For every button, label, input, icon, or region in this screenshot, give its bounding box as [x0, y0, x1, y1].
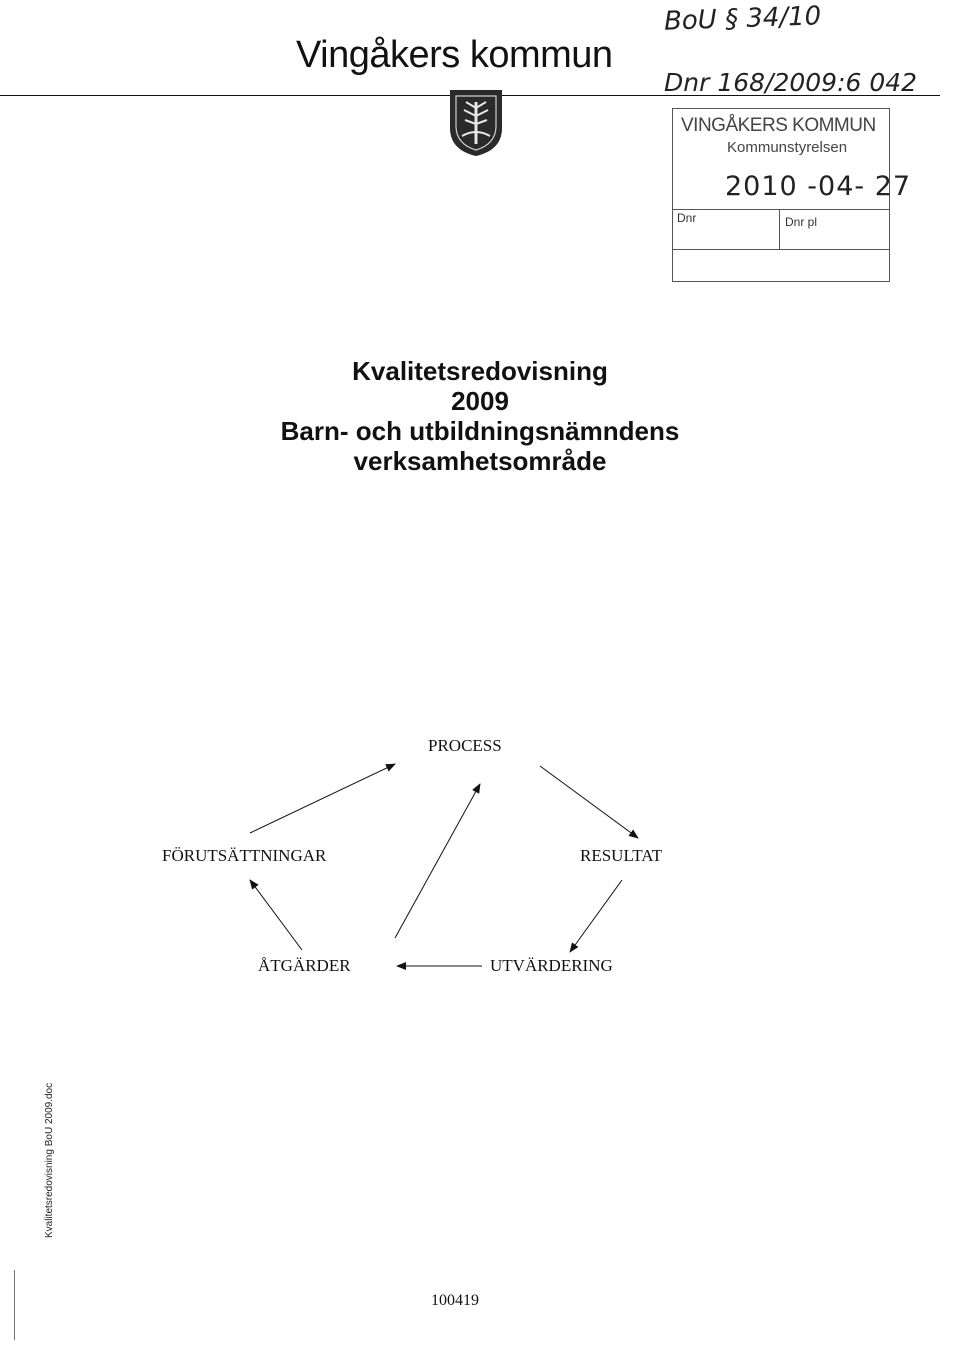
stamp-field-dnr-pl: Dnr pl — [785, 215, 818, 229]
page-code: 100419 — [431, 1292, 479, 1309]
handwritten-dnr: Dnr 168/2009:6 042 — [664, 68, 918, 97]
side-filename: Kvalitetsredovisning BoU 2009.doc — [44, 1082, 55, 1238]
cycle-label-atgarder: ÅTGÄRDER — [258, 956, 351, 975]
title-year: 2009 — [451, 386, 509, 416]
cycle-label-utvardering: UTVÄRDERING — [490, 956, 613, 975]
stamp-organization: VINGÅKERS KOMMUN — [681, 115, 876, 136]
arrow-forutsattningar-to-process — [250, 764, 395, 833]
title-line: Kvalitetsredovisning — [352, 356, 608, 386]
stamp-field-dnr: Dnr — [677, 211, 697, 225]
scan-edge-line — [14, 1270, 15, 1340]
arrow-process-to-resultat — [540, 766, 638, 838]
organization-name: Vingåkers kommun — [296, 34, 613, 76]
arrow-atgarder-to-forutsattningar — [250, 880, 302, 950]
arrow-resultat-to-utvardering — [570, 880, 622, 952]
handwritten-reference: BoU § 34/10 — [663, 1, 822, 37]
stamp-department: Kommunstyrelsen — [727, 139, 848, 156]
cycle-label-resultat: RESULTAT — [580, 846, 663, 865]
cycle-label-forutsattningar: FÖRUTSÄTTNINGAR — [162, 846, 327, 865]
cycle-label-process: PROCESS — [428, 736, 502, 755]
title-line: Barn- och utbildningsnämndens — [280, 416, 680, 446]
title-line: verksamhetsområde — [353, 446, 607, 476]
arrow-atgarder-to-process — [395, 784, 480, 938]
stamp-date: 2010 -04- 27 — [725, 171, 912, 202]
